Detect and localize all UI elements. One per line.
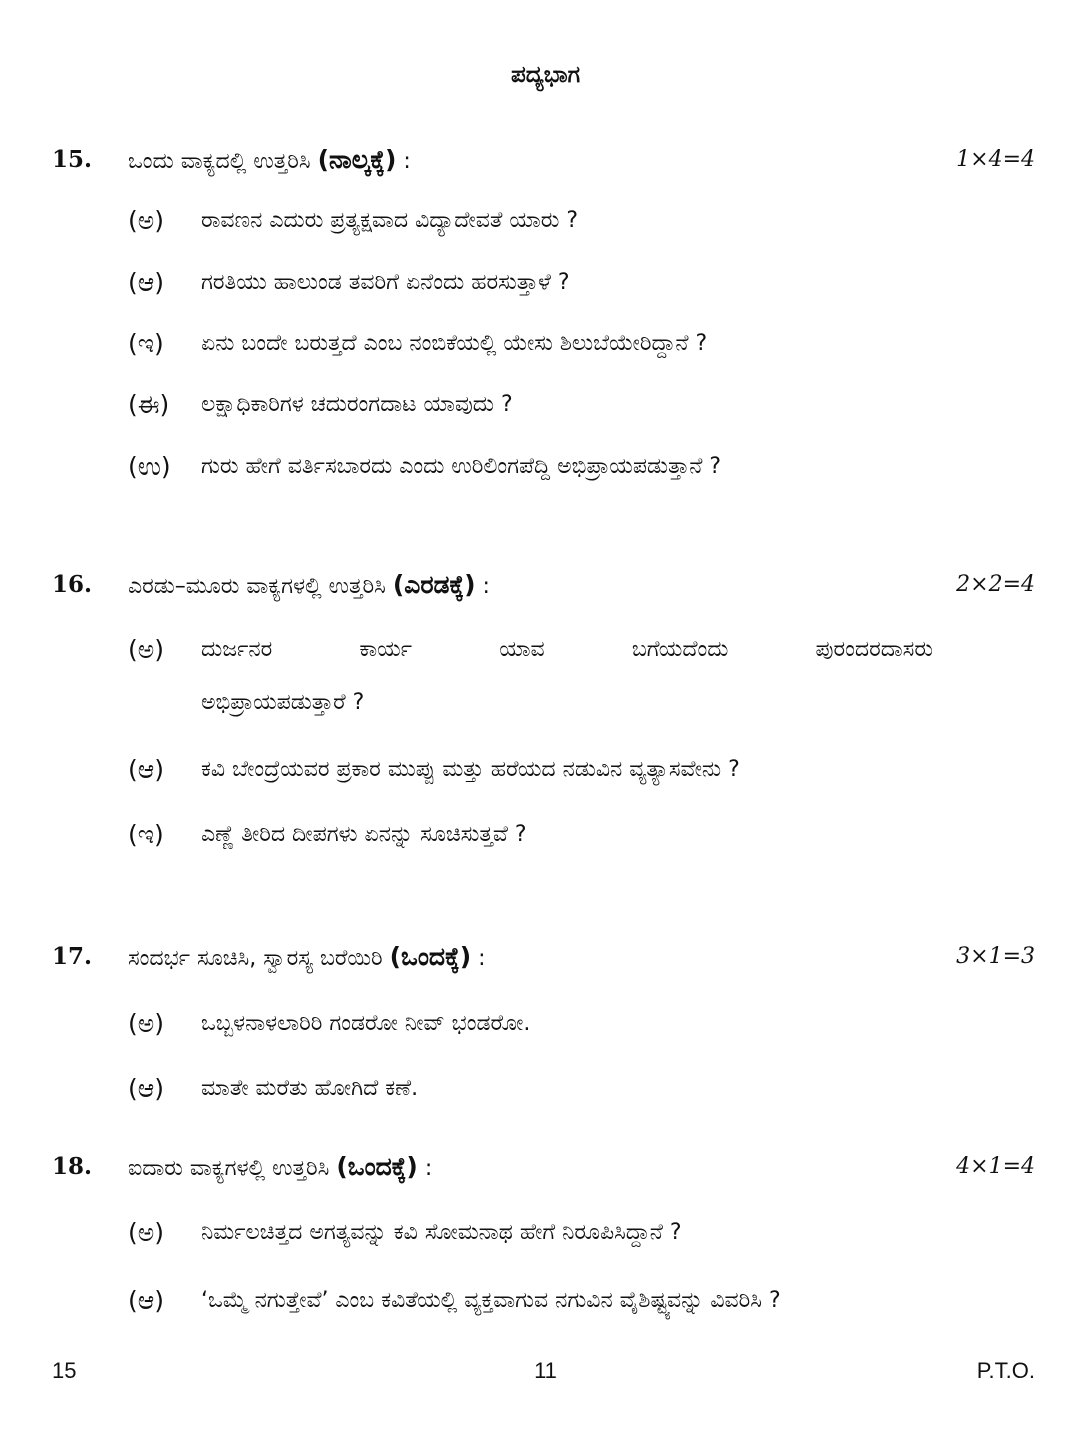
question-17-item-aa (0, 1066, 1091, 1112)
question-16-item-a (0, 627, 1091, 673)
question-15-item-aa (0, 260, 1091, 306)
item-text: ‘ಒಮ್ಮೆ ನಗುತ್ತೇವೆ’ ಎಂಬ ಕವಿತೆಯಲ್ಲಿ ವ್ಯಕ್ತವಾಗುವ ನಗುವಿನ ವೈಶಿಷ್ಟ್ಯವನ್ನು ವಿವರಿಸಿ ? (201, 1288, 781, 1313)
question-instruction: ಒಂದು ವಾಕ್ಯದಲ್ಲಿ ಉತ್ತರಿಸಿ (ನಾಲ್ಕಕ್ಕೆ) : (128, 145, 411, 174)
item-label: (ಈ) (128, 390, 170, 419)
item-label: (ಆ) (128, 1286, 165, 1315)
question-18-item-aa (0, 1278, 1091, 1324)
item-label: (ಅ) (128, 206, 164, 235)
item-text: ಏನು ಬಂದೇ ಬರುತ್ತದೆ ಎಂಬ ನಂಬಿಕೆಯಲ್ಲಿ ಯೇಸು ಶಿಲುಬೆಯೇರಿದ್ದಾನೆ ? (201, 331, 708, 356)
item-label: (ಅ) (128, 635, 164, 664)
item-text: ದುರ್ಜನರ ಕಾರ್ಯ ಯಾವ ಬಗೆಯದೆಂದು ಪುರಂದರದಾಸರು (201, 637, 933, 662)
question-instruction: ಐದಾರು ವಾಕ್ಯಗಳಲ್ಲಿ ಉತ್ತರಿಸಿ (ಒಂದಕ್ಕೆ) : (128, 1152, 433, 1181)
item-text: ಲಕ್ಷಾಧಿಕಾರಿಗಳ ಚದುರಂಗದಾಟ ಯಾವುದು ? (201, 392, 513, 417)
item-text: ರಾವಣನ ಎದುರು ಪ್ರತ್ಯಕ್ಷವಾದ ವಿದ್ಯಾದೇವತೆ ಯಾರು ? (201, 208, 579, 233)
question-instruction: ಎರಡು–ಮೂರು ವಾಕ್ಯಗಳಲ್ಲಿ ಉತ್ತರಿಸಿ (ಎರಡಕ್ಕೆ) : (128, 570, 490, 599)
item-label: (ಉ) (128, 452, 171, 481)
item-label: (ಇ) (128, 329, 164, 358)
question-15-item-a (0, 198, 1091, 244)
question-marks: 3×1=3 (956, 944, 1035, 969)
item-text: ಗುರು ಹೇಗೆ ವರ್ತಿಸಬಾರದು ಎಂದು ಉರಿಲಿಂಗಪೆದ್ದಿ ಅಭಿಪ್ರಾಯಪಡುತ್ತಾನೆ ? (201, 454, 722, 479)
item-text: ಮಾತೇ ಮರೆತು ಹೋಗಿದೆ ಕಣೆ. (201, 1076, 419, 1101)
item-text: ಒಬ್ಬಳನಾಳಲಾರಿರಿ ಗಂಡರೋ ನೀವ್ ಭಂಡರೋ. (201, 1011, 531, 1036)
question-number: 17. (52, 943, 93, 970)
question-marks: 2×2=4 (956, 572, 1035, 597)
question-15-item-u (0, 444, 1091, 490)
question-16-header (0, 565, 1091, 605)
question-15-item-ii (0, 382, 1091, 428)
question-marks: 4×1=4 (956, 1154, 1035, 1179)
item-text: ಕವಿ ಬೇಂದ್ರೆಯವರ ಪ್ರಕಾರ ಮುಪ್ಪು ಮತ್ತು ಹರೆಯದ ನಡುವಿನ ವ್ಯತ್ಯಾಸವೇನು ? (201, 757, 740, 782)
item-label: (ಇ) (128, 820, 164, 849)
question-number: 16. (52, 571, 93, 598)
item-label: (ಅ) (128, 1218, 164, 1247)
question-16-item-a-continued (0, 680, 1091, 726)
item-text: ನಿರ್ಮಲಚಿತ್ತದ ಅಗತ್ಯವನ್ನು ಕವಿ ಸೋಮನಾಥ ಹೇಗೆ ನಿರೂಪಿಸಿದ್ದಾನೆ ? (201, 1220, 682, 1245)
footer-pto: P.T.O. (976, 1358, 1035, 1383)
question-15-header (0, 140, 1091, 180)
question-marks: 1×4=4 (956, 147, 1035, 172)
question-18-header (0, 1147, 1091, 1187)
question-number: 18. (52, 1153, 93, 1180)
item-text-continued: ಅಭಿಪ್ರಾಯಪಡುತ್ತಾರೆ ? (201, 690, 365, 715)
item-label: (ಆ) (128, 1074, 165, 1103)
footer-paper-code: 15 (52, 1358, 77, 1383)
item-label: (ಆ) (128, 755, 165, 784)
question-18-item-a (0, 1210, 1091, 1256)
question-17-item-a (0, 1001, 1091, 1047)
item-text: ಎಣ್ಣೆ ತೀರಿದ ದೀಪಗಳು ಏನನ್ನು ಸೂಚಿಸುತ್ತವೆ ? (201, 822, 527, 847)
item-text: ಗರತಿಯು ಹಾಲುಂಡ ತವರಿಗೆ ಏನೆಂದು ಹರಸುತ್ತಾಳೆ ? (201, 270, 570, 295)
section-title: ಪದ್ಯಭಾಗ (510, 62, 581, 88)
item-label: (ಅ) (128, 1009, 164, 1038)
question-16-item-i (0, 812, 1091, 858)
question-16-item-aa (0, 747, 1091, 793)
footer-page-number: 11 (534, 1358, 557, 1383)
item-label: (ಆ) (128, 268, 165, 297)
question-17-header (0, 937, 1091, 977)
question-number: 15. (52, 146, 93, 173)
question-15-item-i (0, 321, 1091, 367)
question-instruction: ಸಂದರ್ಭ ಸೂಚಿಸಿ, ಸ್ವಾರಸ್ಯ ಬರೆಯಿರಿ (ಒಂದಕ್ಕೆ) : (128, 942, 486, 971)
